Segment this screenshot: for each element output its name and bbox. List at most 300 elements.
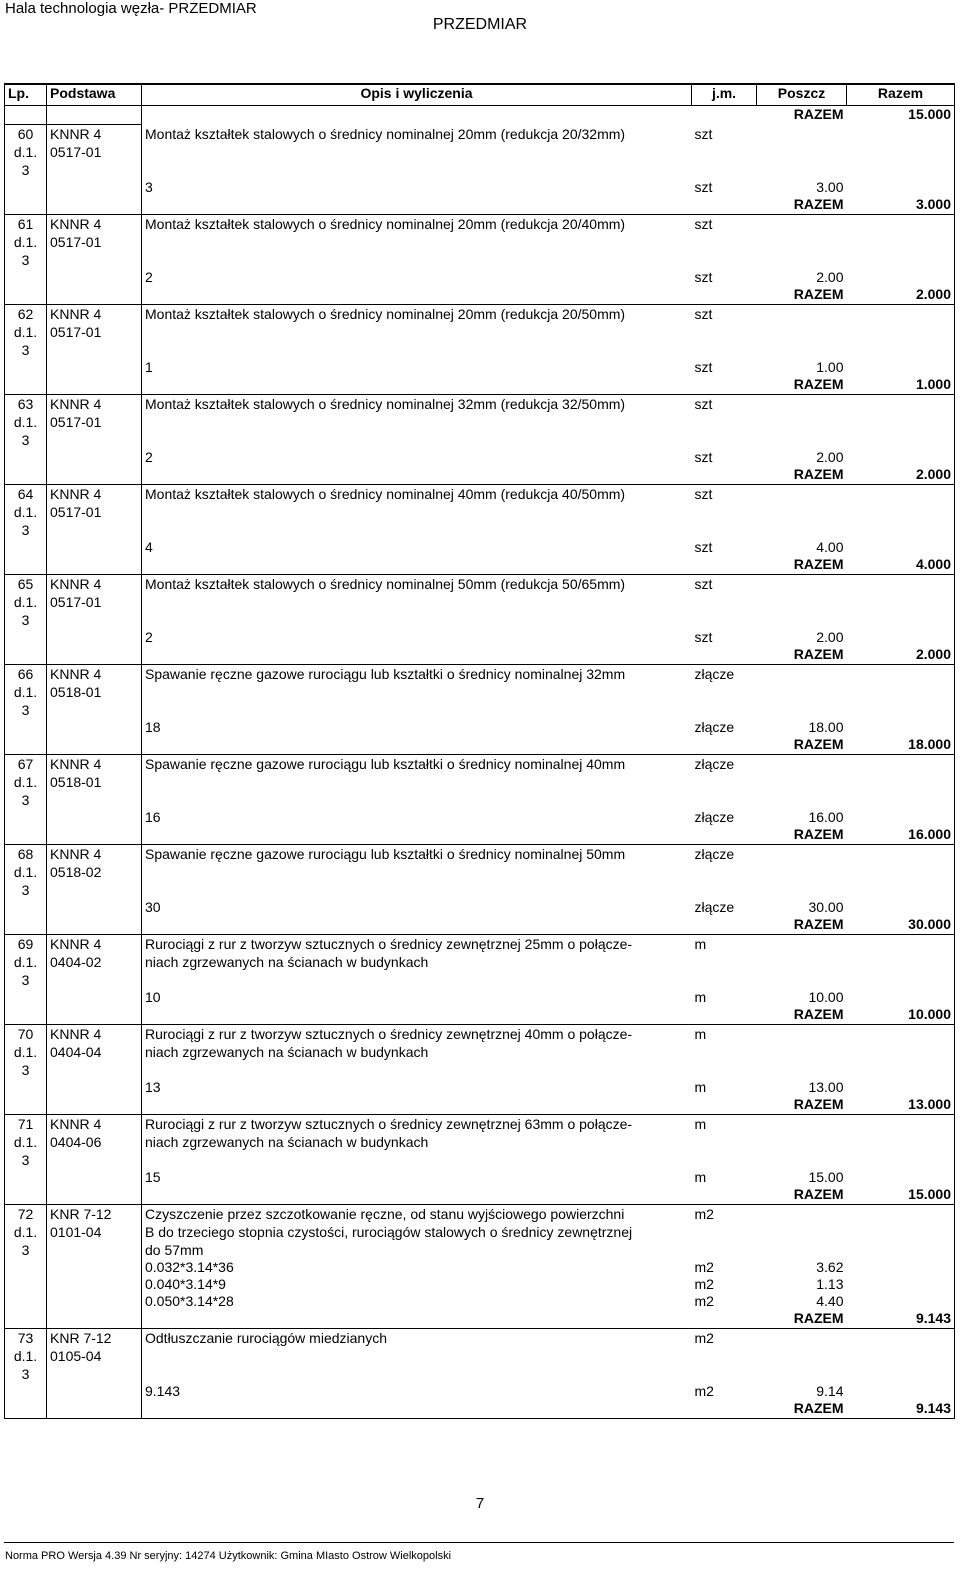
item-number-line: 3 [5,881,47,899]
item-description-line: niach zgrzewanych na ścianach w budynkach [145,1134,429,1150]
item-basis: KNNR 4 [47,305,142,324]
calc-row [5,179,955,196]
calc-value: 16.00 [808,809,844,825]
item-total-value: 15.000 [847,1186,955,1205]
column-header-razem: Razem [847,84,955,106]
calc-unit: m [694,989,707,1005]
item-total-label: RAZEM [757,646,847,665]
calc-expression: 16 [145,809,161,825]
table-row [5,575,955,594]
calc-expression: 18 [145,719,161,735]
item-number-line: d.1. [5,143,47,161]
item-total-row [5,826,955,845]
item-unit: szt [694,486,713,502]
item-description-line [142,683,692,701]
item-basis-line [47,1151,142,1169]
page-number: 7 [475,1495,485,1512]
item-number-line: 3 [5,791,47,809]
item-basis-line: 0517-01 [47,503,142,521]
table-row [5,1241,955,1259]
item-total-value: 18.000 [847,736,955,755]
table-row [5,755,955,774]
calc-unit: m [694,1079,707,1095]
item-unit: m2 [694,1330,714,1346]
calc-row [5,809,955,826]
item-total-row [5,646,955,665]
calc-value: 2.00 [816,449,844,465]
item-total-value: 30.000 [847,916,955,935]
item-description-line [142,1061,692,1079]
column-header-lp: Lp. [5,84,47,106]
calc-value: 18.00 [808,719,844,735]
item-total-value: 2.000 [847,466,955,485]
item-basis-line: 0517-01 [47,233,142,251]
item-basis-line [47,521,142,539]
item-description: Montaż kształtek stalowych o średnicy nominalnej 50mm (redukcja 50/65mm) [145,576,626,592]
item-basis: KNR 7-12 [47,1205,142,1224]
item-basis-line: 0517-01 [47,143,142,161]
table-row [5,611,955,629]
item-number-line: 3 [5,611,47,629]
table-row [5,143,955,161]
table-row [5,251,955,269]
item-unit: złącze [694,756,735,772]
previous-total-value: 15.000 [847,106,955,125]
item-unit: m2 [694,1206,714,1222]
table-row [5,1061,955,1079]
item-basis-line [47,881,142,899]
item-number-line: d.1. [5,1043,47,1061]
table-row [5,971,955,989]
item-number: 61 [5,215,47,234]
calc-expression: 30 [145,899,161,915]
item-description-line [142,1151,692,1169]
item-basis-line [47,161,142,179]
calc-unit: szt [694,629,713,645]
calc-value: 4.00 [816,539,844,555]
calc-row [5,1079,955,1096]
item-total-row [5,286,955,305]
item-number-line: 3 [5,1365,47,1383]
calc-expression: 0.032*3.14*36 [145,1259,234,1275]
calc-expression: 9.143 [145,1383,181,1399]
calc-value: 1.13 [816,1276,844,1292]
item-description-line [142,161,692,179]
item-total-label: RAZEM [757,1186,847,1205]
item-total-label: RAZEM [757,916,847,935]
item-number-line: 3 [5,971,47,989]
item-total-value: 16.000 [847,826,955,845]
table-row [5,521,955,539]
table-row [5,323,955,341]
document-title: Hala technologia węzła- PRZEDMIAR [5,0,257,17]
item-total-value: 13.000 [847,1096,955,1115]
item-basis-line [47,971,142,989]
item-number-line: 3 [5,1061,47,1079]
item-basis-line [47,701,142,719]
calc-row [5,539,955,556]
item-description: Montaż kształtek stalowych o średnicy nominalnej 32mm (redukcja 32/50mm) [145,396,626,412]
calc-expression: 2 [145,449,153,465]
item-total-row [5,466,955,485]
item-total-label: RAZEM [757,556,847,575]
item-total-label: RAZEM [757,286,847,305]
item-number-line: d.1. [5,1133,47,1151]
item-description: Czyszczenie przez szczotkowanie ręczne, od stanu wyjściowego powierzchni [145,1206,625,1222]
item-total-row [5,1400,955,1419]
item-description: Montaż kształtek stalowych o średnicy nominalnej 20mm (redukcja 20/40mm) [145,216,626,232]
table-row [5,701,955,719]
calc-unit: szt [694,539,713,555]
table-row [5,881,955,899]
calc-unit: złącze [694,719,735,735]
item-number: 64 [5,485,47,504]
item-number: 68 [5,845,47,864]
item-basis-line [47,1241,142,1259]
item-description-line: niach zgrzewanych na ścianach w budynkach [145,954,429,970]
item-basis-line: 0404-04 [47,1043,142,1061]
item-total-row [5,1186,955,1205]
item-description-line [142,251,692,269]
item-basis-line [47,251,142,269]
calc-row [5,1259,955,1276]
table-row [5,791,955,809]
column-header-podstawa: Podstawa [47,84,142,106]
item-description-line: B do trzeciego stopnia czystości, rurociągów stalowych o średnicy zewnętrznej [145,1224,633,1240]
item-number-line: d.1. [5,953,47,971]
item-number-line: d.1. [5,413,47,431]
item-unit: szt [694,396,713,412]
column-header-jm: j.m. [692,84,757,106]
item-number-line: d.1. [5,323,47,341]
item-total-row [5,916,955,935]
item-number-line: d.1. [5,233,47,251]
calc-row [5,359,955,376]
item-basis: KNNR 4 [47,575,142,594]
calc-unit: szt [694,269,713,285]
table-row [5,341,955,359]
calc-unit: m2 [694,1293,714,1309]
item-total-value: 2.000 [847,646,955,665]
item-total-label: RAZEM [757,1400,847,1419]
column-header-poszcz: Poszcz [757,84,847,106]
calc-unit: szt [694,449,713,465]
item-description: Odtłuszczanie rurociągów miedzianych [145,1330,387,1346]
item-number: 67 [5,755,47,774]
item-number-line: 3 [5,431,47,449]
item-unit: m [694,936,707,952]
document-subtitle: PRZEDMIAR [432,16,528,33]
item-total-label: RAZEM [757,1096,847,1115]
item-description-line [142,431,692,449]
item-number-line: d.1. [5,593,47,611]
item-number: 71 [5,1115,47,1134]
item-description-line [142,233,692,251]
calc-expression: 3 [145,179,153,195]
calc-row [5,989,955,1006]
item-description-line [142,593,692,611]
table-row [5,1043,955,1061]
item-basis-line [47,431,142,449]
item-number: 65 [5,575,47,594]
item-description-line [142,341,692,359]
table-row [5,215,955,234]
calc-value: 2.00 [816,269,844,285]
item-basis-line: 0517-01 [47,323,142,341]
table-row [5,1329,955,1348]
item-description-line [142,413,692,431]
item-total-value: 3.000 [847,196,955,215]
table-row [5,413,955,431]
item-number-line: d.1. [5,863,47,881]
table-row [5,1205,955,1224]
table-row [5,305,955,324]
item-total-row [5,196,955,215]
table-row [5,1025,955,1044]
table-row [5,161,955,179]
calc-unit: m2 [694,1276,714,1292]
calc-expression: 13 [145,1079,161,1095]
table-row [5,395,955,414]
table-row [5,1115,955,1134]
item-description-line [142,701,692,719]
item-total-label: RAZEM [757,196,847,215]
calc-unit: złącze [694,899,735,915]
item-number: 62 [5,305,47,324]
item-total-value: 9.143 [847,1400,955,1419]
calc-value: 2.00 [816,629,844,645]
item-number: 73 [5,1329,47,1348]
document-header [0,0,960,78]
item-number-line: d.1. [5,683,47,701]
table-row [5,953,955,971]
item-number-line: d.1. [5,1347,47,1365]
item-basis-line: 0404-02 [47,953,142,971]
calc-row [5,1383,955,1400]
calc-unit: m2 [694,1259,714,1275]
item-description-line: do 57mm [145,1242,204,1258]
table-body [5,106,955,1419]
calc-expression: 2 [145,629,153,645]
item-total-value: 9.143 [847,1310,955,1329]
item-total-row [5,1006,955,1025]
item-number-line: 3 [5,251,47,269]
calc-unit: m [694,1169,707,1185]
item-basis-line: 0517-01 [47,593,142,611]
item-number: 66 [5,665,47,684]
item-total-value: 1.000 [847,376,955,395]
item-description: Spawanie ręczne gazowe rurociągu lub kształtki o średnicy nominalnej 32mm [145,666,626,682]
item-basis-line: 0101-04 [47,1223,142,1241]
item-description: Montaż kształtek stalowych o średnicy nominalnej 20mm (redukcja 20/32mm) [145,125,626,142]
calc-value: 3.62 [816,1259,844,1275]
previous-total-label: RAZEM [793,106,844,122]
item-description-line [142,971,692,989]
item-basis: KNNR 4 [47,1025,142,1044]
table-row [5,845,955,864]
calc-row [5,449,955,466]
item-description: Rurociągi z rur z tworzyw sztucznych o średnicy zewnętrznej 25mm o połącze- [145,936,633,952]
item-number-line: d.1. [5,503,47,521]
item-number: 69 [5,935,47,954]
item-total-label: RAZEM [757,1006,847,1025]
table-row [5,503,955,521]
calc-unit: m2 [694,1383,714,1399]
calc-value: 1.00 [816,359,844,375]
item-description-line [142,773,692,791]
item-basis-line: 0518-01 [47,683,142,701]
item-basis-line [47,611,142,629]
item-description: Montaż kształtek stalowych o średnicy nominalnej 20mm (redukcja 20/50mm) [145,306,626,322]
item-basis: KNNR 4 [47,1115,142,1134]
calc-expression: 4 [145,539,153,555]
item-unit: szt [694,576,713,592]
item-number-line: d.1. [5,773,47,791]
table-row [5,863,955,881]
item-basis-line [47,1061,142,1079]
item-number-line: d.1. [5,1223,47,1241]
calc-expression: 1 [145,359,153,375]
table-row [5,233,955,251]
table-row [5,683,955,701]
item-basis-line [47,341,142,359]
item-description-line [142,323,692,341]
item-description-line [142,521,692,539]
item-description-line [142,881,692,899]
table-row [5,773,955,791]
item-number-line: 3 [5,1241,47,1259]
item-basis: KNNR 4 [47,125,142,144]
item-total-label: RAZEM [757,826,847,845]
item-number-line: 3 [5,1151,47,1169]
item-description-line [142,503,692,521]
item-basis: KNNR 4 [47,935,142,954]
calc-expression: 2 [145,269,153,285]
item-number: 60 [5,125,47,144]
table-row [5,431,955,449]
calc-row [5,629,955,646]
item-description-line [142,1347,692,1365]
item-description: Rurociągi z rur z tworzyw sztucznych o średnicy zewnętrznej 40mm o połącze- [145,1026,633,1042]
item-total-value: 4.000 [847,556,955,575]
item-number: 72 [5,1205,47,1224]
item-unit: szt [694,216,713,232]
item-number-line: 3 [5,701,47,719]
calc-expression: 15 [145,1169,161,1185]
table-row [5,593,955,611]
item-description-line [142,1365,692,1383]
footer-text: Norma PRO Wersja 4.39 Nr seryjny: 14274 Użytkownik: Gmina MIasto Ostrow Wielkopolski [5,1550,452,1562]
item-basis: KNNR 4 [47,215,142,234]
table-row [5,485,955,504]
item-description: Montaż kształtek stalowych o średnicy nominalnej 40mm (redukcja 40/50mm) [145,486,626,502]
calc-value: 10.00 [808,989,844,1005]
table-row [5,1365,955,1383]
item-unit: złącze [694,666,735,682]
item-total-value: 2.000 [847,286,955,305]
calc-row [5,1276,955,1293]
item-unit: m [694,1116,707,1132]
item-unit: m [694,1026,707,1042]
item-total-row [5,1310,955,1329]
column-header-opis: Opis i wyliczenia [142,84,692,106]
table-row [5,1347,955,1365]
table-row [5,665,955,684]
calc-row [5,1293,955,1310]
item-description-line: niach zgrzewanych na ścianach w budynkach [145,1044,429,1060]
item-description-line [142,143,692,161]
table-row [5,125,955,144]
item-description-line [142,611,692,629]
item-total-row [5,376,955,395]
item-basis: KNNR 4 [47,665,142,684]
item-total-row [5,736,955,755]
calc-value: 4.40 [816,1293,844,1309]
table-row [5,935,955,954]
item-total-row [5,1096,955,1115]
table-row [5,1133,955,1151]
item-description-line [142,791,692,809]
item-unit: szt [694,306,713,322]
item-description-line [142,863,692,881]
table-row [5,1223,955,1241]
calc-unit: złącze [694,809,735,825]
calc-row [5,719,955,736]
calc-value: 30.00 [808,899,844,915]
item-basis-line: 0518-02 [47,863,142,881]
item-total-label: RAZEM [757,1310,847,1329]
calc-value: 9.14 [816,1383,844,1399]
item-total-row [5,556,955,575]
calc-unit: szt [694,179,713,195]
item-total-label: RAZEM [757,466,847,485]
item-basis-line: 0404-06 [47,1133,142,1151]
item-basis: KNNR 4 [47,755,142,774]
item-basis-line [47,1365,142,1383]
calc-row [5,269,955,286]
item-unit: szt [694,125,713,142]
item-basis: KNNR 4 [47,395,142,414]
item-basis-line: 0105-04 [47,1347,142,1365]
table-header-row [5,84,955,106]
item-number-line: 3 [5,341,47,359]
calc-row [5,1169,955,1186]
calc-expression: 10 [145,989,161,1005]
item-number-line: 3 [5,521,47,539]
przedmiar-table [4,83,955,1419]
item-description: Spawanie ręczne gazowe rurociągu lub kształtki o średnicy nominalnej 50mm [145,846,626,862]
item-description: Spawanie ręczne gazowe rurociągu lub kształtki o średnicy nominalnej 40mm [145,756,626,772]
item-description: Rurociągi z rur z tworzyw sztucznych o średnicy zewnętrznej 63mm o połącze- [145,1116,633,1132]
footer-divider [4,1542,954,1543]
calc-unit: szt [694,359,713,375]
calc-expression: 0.050*3.14*28 [145,1293,234,1309]
item-total-value: 10.000 [847,1006,955,1025]
item-basis-line: 0518-01 [47,773,142,791]
calc-value: 15.00 [808,1169,844,1185]
item-number-line: 3 [5,161,47,179]
item-total-label: RAZEM [757,736,847,755]
calc-expression: 0.040*3.14*9 [145,1276,226,1292]
calc-value: 13.00 [808,1079,844,1095]
previous-total-row [5,106,955,125]
item-number: 70 [5,1025,47,1044]
calc-value: 3.00 [816,179,844,195]
item-basis-line: 0517-01 [47,413,142,431]
item-basis: KNNR 4 [47,485,142,504]
item-basis: KNNR 4 [47,845,142,864]
item-total-label: RAZEM [757,376,847,395]
